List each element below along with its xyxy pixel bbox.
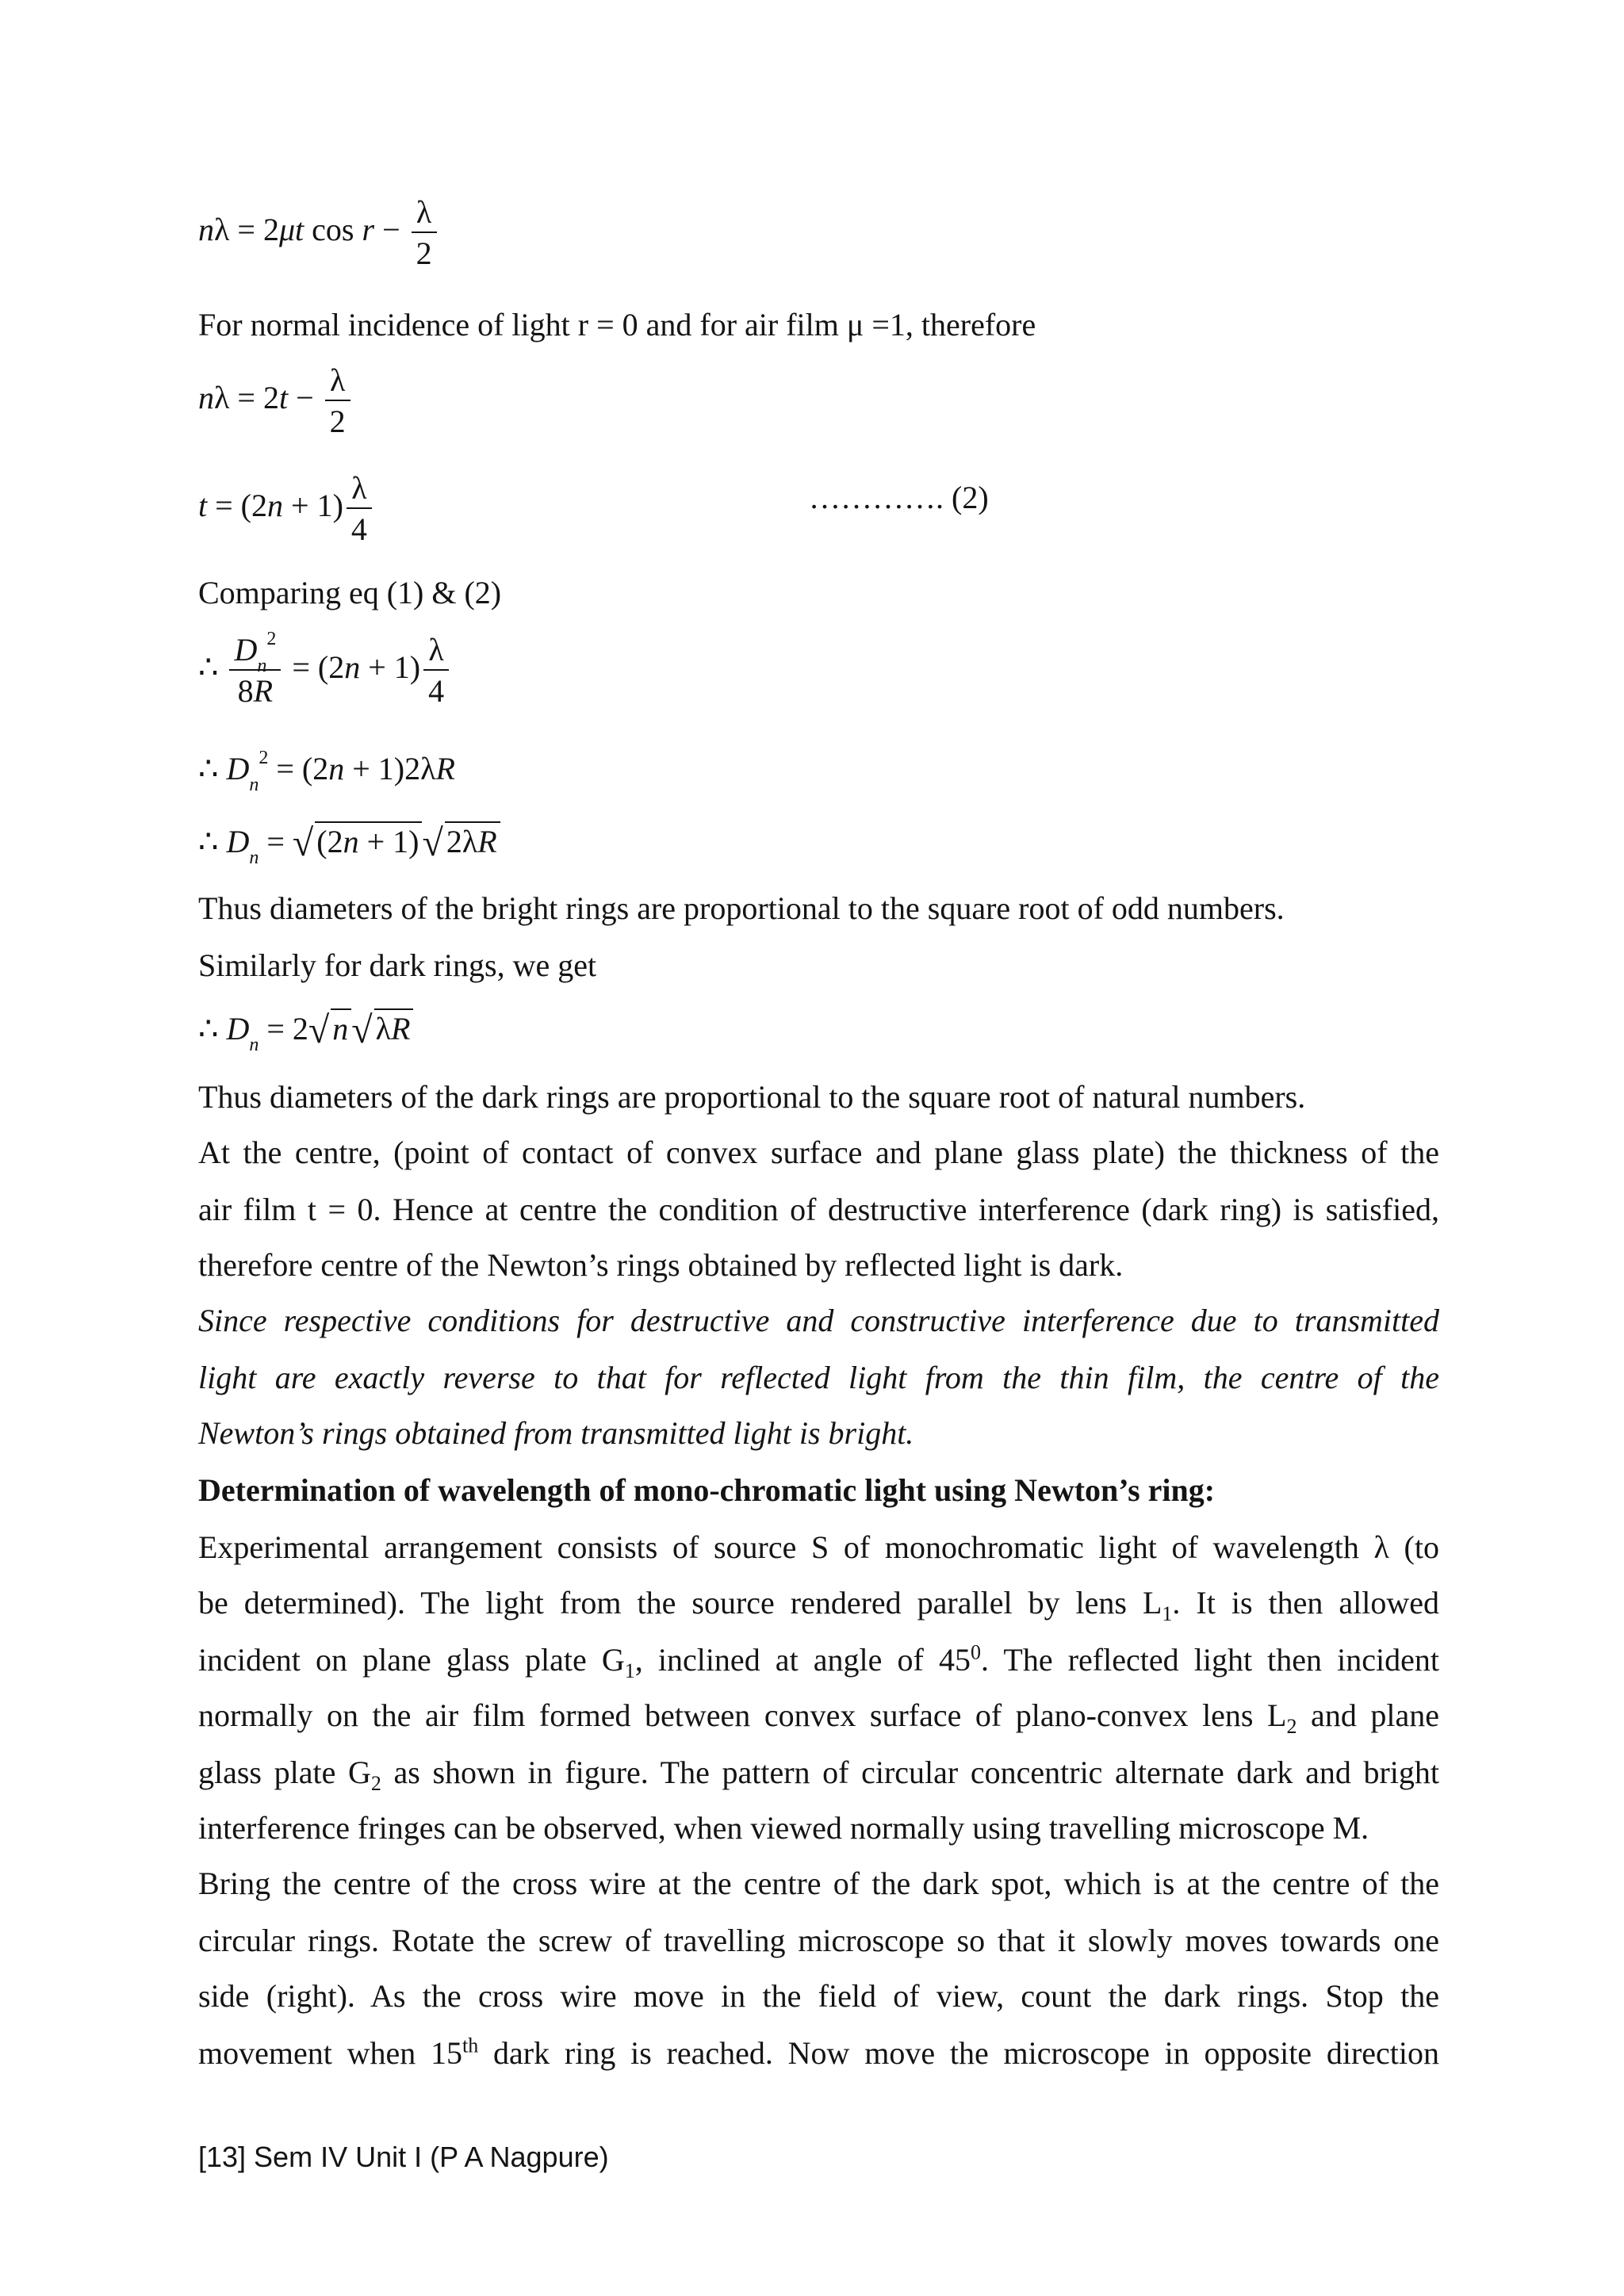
paragraph-line-2: be determined). The light from the source rendered parallel by lens $L_1$. It is then allowed <box>198 1585 1439 1625</box>
paragraph-line-10: movement when 15th dark ring is reached. Now move the microscope in opposite direction <box>198 2034 1440 2071</box>
paragraph-line-3: incident on plane glass plate $G_1$, inclined at angle of $45^0$. The reflected light then incident <box>198 1640 1440 1682</box>
paragraph-line-4: normally on the air film formed between convex surface of plano-convex lens $L_2$ and plane <box>198 1697 1439 1738</box>
text-italic-transmitted-2: light are exactly reverse to that for reflected light from the thin film, the centre of the <box>198 1360 1439 1395</box>
section-heading: Determination of wavelength of mono-chromatic light using Newton’s ring: <box>198 1472 1216 1508</box>
equation-dn-bright-rings: ∴ $D_n$ = √ (2n + 1)√ 2λR <box>198 821 500 859</box>
text-at-the-centre: At the centre, (point of contact of convex surface and plane glass plate) the thickness of the <box>198 1135 1439 1170</box>
paragraph-line-8: circular rings. Rotate the screw of travelling microscope so that it slowly moves towards one <box>198 1923 1439 1958</box>
text-air-film-t-zero: air film t = 0. Hence at centre the condition of destructive interference (dark ring) is satisfied, <box>198 1192 1439 1227</box>
page-footer: [13] Sem IV Unit I (P A Nagpure) <box>198 2141 609 2173</box>
equation-dn-squared: ∴ $D_n^2 = (2n + 1)2\lambda R$ <box>198 748 455 795</box>
document-page <box>198 0 1439 2296</box>
text-italic-transmitted-1: Since respective conditions for destructive and constructive interference due to transmitted <box>198 1303 1439 1338</box>
text-centre-dark: therefore centre of the Newton’s rings obtained by reflected light is dark. <box>198 1247 1124 1283</box>
text-similarly-dark-rings: Similarly for dark rings, we get <box>198 947 597 983</box>
equation-t-thickness: t = (2n + 1) $\frac{\lambda}{4}$ …………. (2) <box>198 470 989 547</box>
paragraph-line-9: side (right). As the cross wire move in the field of view, count the dark rings. Stop the <box>198 1978 1439 2014</box>
equation-number-2: …………. (2) <box>809 480 989 515</box>
text-italic-transmitted-3: Newton’s rings obtained from transmitted light is bright. <box>198 1415 914 1451</box>
paragraph-line-1: Experimental arrangement consists of source S of monochromatic light of wavelength λ (to <box>198 1529 1439 1565</box>
paragraph-line-6: interference fringes can be observed, when viewed normally using travelling microscope M. <box>198 1810 1369 1846</box>
equation-dn-squared-over-8r: ∴ $\frac{D_n^2}{8R}$ = (2n + 1) $\frac{\lambda}{4}$ <box>198 634 452 707</box>
text-bright-rings-proportional: Thus diameters of the bright rings are proportional to the square root of odd numbers. <box>198 890 1285 926</box>
text-comparing: Comparing eq (1) & (2) <box>198 575 502 610</box>
equation-n-lambda-2t: nλ = 2t − $\frac{\lambda}{2}$ <box>198 365 354 438</box>
paragraph-line-5: glass plate $G_2$ as shown in figure. The pattern of circular concentric alternate dark and bright <box>198 1755 1439 1795</box>
text-dark-rings-proportional: Thus diameters of the dark rings are proportional to the square root of natural numbers. <box>198 1079 1306 1115</box>
equation-dn-dark-rings: ∴ $D_n = 2√$ n√ λR <box>198 1008 413 1047</box>
paragraph-line-7: Bring the centre of the cross wire at the centre of the dark spot, which is at the centre of the <box>198 1866 1439 1901</box>
equation-n-lambda-2-mu-t-cos-r: nλ = 2μt cos r − $\frac{\lambda}{2}$ <box>198 197 440 270</box>
text-normal-incidence: For normal incidence of light r = 0 and for air film μ =1, therefore <box>198 307 1036 342</box>
